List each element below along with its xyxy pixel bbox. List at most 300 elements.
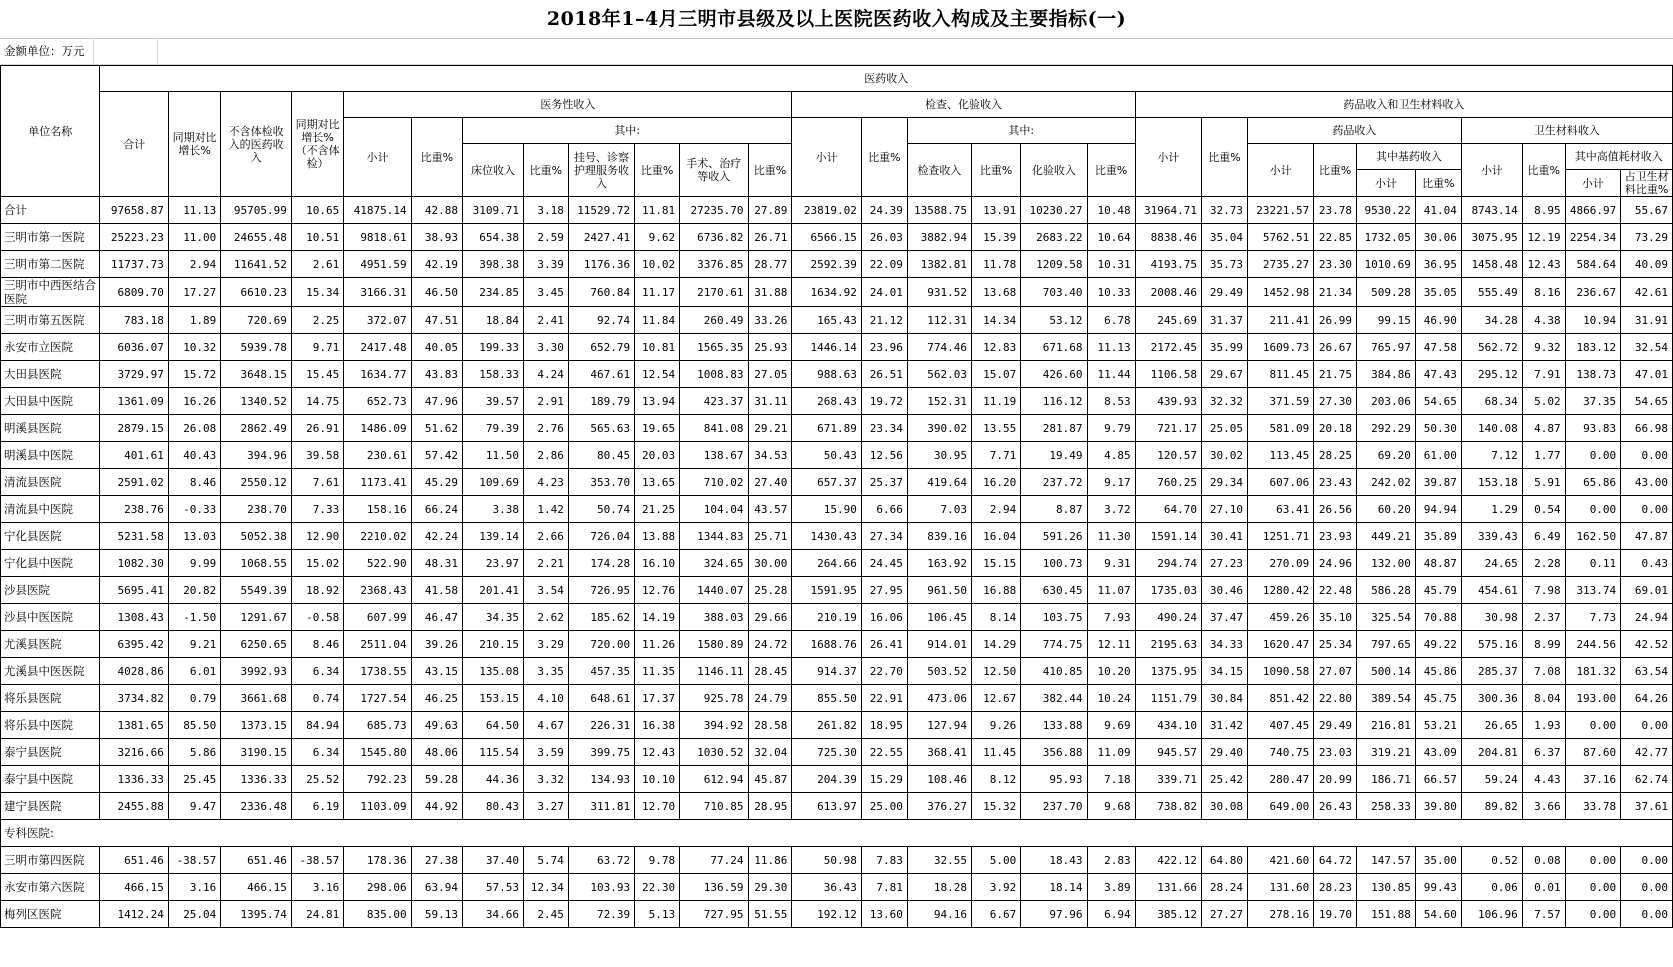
value-cell: 3109.71 [463,197,524,224]
value-cell: 8.46 [168,469,220,496]
value-cell: 46.25 [411,685,462,712]
value-cell: 407.45 [1247,712,1313,739]
value-cell: 134.93 [568,766,634,793]
value-cell: 562.03 [907,361,971,388]
value-cell: 5231.58 [100,523,168,550]
value-cell: 1620.47 [1247,631,1313,658]
table-row [1,307,1673,334]
drug-share-header: 比重% [1201,118,1247,197]
value-cell: 7.61 [291,469,343,496]
value-cell: 10.20 [1087,658,1135,685]
value-cell: 27.40 [748,469,792,496]
value-cell: 6566.15 [792,224,862,251]
grid-line [157,38,158,65]
value-cell: 15.72 [168,361,220,388]
value-cell: 40.43 [168,442,220,469]
value-cell: 21.75 [1314,361,1357,388]
value-cell: 565.63 [568,415,634,442]
value-cell: 99.43 [1415,874,1461,901]
value-cell: 15.29 [861,766,907,793]
value-cell: 39.57 [463,388,524,415]
high-value-header: 其中高值耗材收入 [1565,144,1672,170]
value-cell: 0.74 [291,685,343,712]
value-cell: 53.21 [1415,712,1461,739]
value-cell: 1395.74 [221,901,292,928]
value-cell: 0.00 [1565,712,1621,739]
value-cell: 89.82 [1461,793,1522,820]
value-cell: 394.96 [221,442,292,469]
value-cell: 21.12 [861,307,907,334]
value-cell: 12.11 [1087,631,1135,658]
value-cell: 280.47 [1247,766,1313,793]
value-cell: 210.15 [463,631,524,658]
value-cell: 25.42 [1201,766,1247,793]
value-cell: 28.24 [1201,874,1247,901]
value-cell: 12.54 [635,361,680,388]
value-cell: 35.10 [1314,604,1357,631]
unit-label: 金额单位：万元 [4,44,85,58]
value-cell: 20.82 [168,577,220,604]
value-cell: 22.55 [861,739,907,766]
value-cell: 2.28 [1522,550,1565,577]
value-cell: 127.94 [907,712,971,739]
value-cell: 2735.27 [1247,251,1313,278]
value-cell: 725.30 [792,739,862,766]
value-cell: 652.73 [344,388,411,415]
value-cell: 20.18 [1314,415,1357,442]
value-cell: 7.12 [1461,442,1522,469]
value-cell: 851.42 [1247,685,1313,712]
unit-name-cell: 合计 [1,197,100,224]
value-cell: 15.39 [972,224,1021,251]
value-cell: 32.32 [1201,388,1247,415]
value-cell: 1738.55 [344,658,411,685]
value-cell: 28.95 [748,793,792,820]
value-cell: 25223.23 [100,224,168,251]
value-cell: 388.03 [680,604,748,631]
value-cell: 376.27 [907,793,971,820]
value-cell: 0.00 [1621,874,1673,901]
value-cell: 18.28 [907,874,971,901]
material-share-header: 比重% [1522,144,1565,197]
value-cell: 6.49 [1522,523,1565,550]
table-row [1,658,1673,685]
value-cell: 13.88 [635,523,680,550]
value-cell: 12.83 [972,334,1021,361]
service-of-which-header: 其中: [463,118,792,144]
value-cell: 4866.97 [1565,197,1621,224]
value-cell: 2.83 [1087,847,1135,874]
value-cell: 1251.71 [1247,523,1313,550]
value-cell: 21.25 [635,496,680,523]
value-cell: 19.65 [635,415,680,442]
value-cell: 1412.24 [100,901,168,928]
section-row [1,820,1673,847]
value-cell: 47.58 [1415,334,1461,361]
value-cell: 703.40 [1021,278,1087,307]
value-cell: 94.16 [907,901,971,928]
value-cell: 9.31 [1087,550,1135,577]
value-cell: 153.15 [463,685,524,712]
value-cell: 13.65 [635,469,680,496]
value-cell: 32.55 [907,847,971,874]
value-cell: 9.21 [168,631,220,658]
value-cell: 25.93 [748,334,792,361]
value-cell: 612.94 [680,766,748,793]
value-cell: 5.74 [523,847,568,874]
value-cell: 925.78 [680,685,748,712]
value-cell: 201.41 [463,577,524,604]
value-cell: 648.61 [568,685,634,712]
value-cell: 26.99 [1314,307,1357,334]
table-row [1,604,1673,631]
value-cell: 260.49 [680,307,748,334]
surgery-share-header: 比重% [748,144,792,197]
value-cell: 10.94 [1565,307,1621,334]
value-cell: 226.31 [568,712,634,739]
value-cell: 6036.07 [100,334,168,361]
value-cell: 1090.58 [1247,658,1313,685]
value-cell: 25.52 [291,766,343,793]
exam-share-header: 比重% [861,118,907,197]
value-cell: 1634.92 [792,278,862,307]
value-cell: 7.93 [1087,604,1135,631]
value-cell: 8838.46 [1135,224,1201,251]
value-cell: 13.94 [635,388,680,415]
value-cell: 3376.85 [680,251,748,278]
value-cell: 0.00 [1565,442,1621,469]
value-cell: 5.02 [1522,388,1565,415]
material-subtotal-header: 小计 [1461,144,1522,197]
value-cell: 26.43 [1314,793,1357,820]
value-cell: 7.57 [1522,901,1565,928]
unit-name-cell: 三明市中西医结合医院 [1,278,100,307]
value-cell: 509.28 [1357,278,1416,307]
value-cell: 8.16 [1522,278,1565,307]
value-cell: 34.15 [1201,658,1247,685]
value-cell: 555.49 [1461,278,1522,307]
value-cell: 77.24 [680,847,748,874]
value-cell: 11.84 [635,307,680,334]
value-cell: 9.79 [1087,415,1135,442]
value-cell: 18.43 [1021,847,1087,874]
value-cell: 24655.48 [221,224,292,251]
value-cell: 522.90 [344,550,411,577]
value-cell: 26.03 [861,224,907,251]
value-cell: 44.36 [463,766,524,793]
value-cell: 9.32 [1522,334,1565,361]
value-cell: 20.99 [1314,766,1357,793]
value-cell: 6.67 [972,901,1021,928]
value-cell: 11.00 [168,224,220,251]
exam-subtotal-header: 小计 [792,118,862,197]
value-cell: 238.76 [100,496,168,523]
value-cell: 368.41 [907,739,971,766]
value-cell: 95.93 [1021,766,1087,793]
value-cell: 339.71 [1135,766,1201,793]
value-cell: 268.43 [792,388,862,415]
value-cell: 11.13 [1087,334,1135,361]
value-cell: 4.24 [523,361,568,388]
value-cell: 10.81 [635,334,680,361]
value-cell: 26.91 [291,415,343,442]
value-cell: 10.48 [1087,197,1135,224]
unit-name-cell: 将乐县中医院 [1,712,100,739]
lab-col-header: 化验收入 [1021,144,1087,197]
value-cell: 34.66 [463,901,524,928]
value-cell: 1209.58 [1021,251,1087,278]
value-cell: 31.88 [748,278,792,307]
drug-subtotal-header: 小计 [1135,118,1201,197]
value-cell: 401.61 [100,442,168,469]
value-cell: 1688.76 [792,631,862,658]
value-cell: 10.65 [291,197,343,224]
value-cell: 39.26 [411,631,462,658]
bed-share-header: 比重% [523,144,568,197]
value-cell: 43.09 [1415,739,1461,766]
value-cell: 33.78 [1565,793,1621,820]
value-cell: 242.02 [1357,469,1416,496]
value-cell: 69.01 [1621,577,1673,604]
value-cell: 37.16 [1565,766,1621,793]
table-row [1,224,1673,251]
value-cell: 1580.89 [680,631,748,658]
value-cell: 399.75 [568,739,634,766]
value-cell: 13.60 [861,901,907,928]
value-cell: 46.47 [411,604,462,631]
value-cell: 45.79 [1415,577,1461,604]
value-cell: 97.96 [1021,901,1087,928]
value-cell: 710.85 [680,793,748,820]
value-cell: 720.00 [568,631,634,658]
value-cell: 115.54 [463,739,524,766]
value-cell: 3.45 [523,278,568,307]
special-rows [1,847,1673,928]
value-cell: 237.72 [1021,469,1087,496]
table-row [1,278,1673,307]
value-cell: 15.34 [291,278,343,307]
value-cell: 1030.52 [680,739,748,766]
value-cell: 2.94 [168,251,220,278]
value-cell: 4.43 [1522,766,1565,793]
value-cell: 6.34 [291,658,343,685]
value-cell: 0.00 [1621,712,1673,739]
value-cell: 3.29 [523,631,568,658]
value-cell: 35.00 [1415,847,1461,874]
value-cell: 147.57 [1357,847,1416,874]
value-cell: 38.93 [411,224,462,251]
value-cell: 1452.98 [1247,278,1313,307]
value-cell: 40.05 [411,334,462,361]
value-cell: 575.16 [1461,631,1522,658]
value-cell: 93.83 [1565,415,1621,442]
value-cell: 1382.81 [907,251,971,278]
value-cell: 0.00 [1621,496,1673,523]
value-cell: 27.27 [1201,901,1247,928]
value-cell: 11641.52 [221,251,292,278]
value-cell: 24.79 [748,685,792,712]
value-cell: 422.12 [1135,847,1201,874]
value-cell: 39.58 [291,442,343,469]
value-cell: 16.06 [861,604,907,631]
value-cell: 210.19 [792,604,862,631]
total-header: 合计 [100,92,168,197]
value-cell: 14.34 [972,307,1021,334]
value-cell: 0.08 [1522,847,1565,874]
value-cell: 371.59 [1247,388,1313,415]
value-cell: 27.30 [1314,388,1357,415]
value-cell: 1361.09 [100,388,168,415]
drug-material-header: 药品收入和卫生材料收入 [1135,92,1672,118]
value-cell: 30.84 [1201,685,1247,712]
value-cell: 14.75 [291,388,343,415]
value-cell: 13.91 [972,197,1021,224]
value-cell: 9.71 [291,334,343,361]
value-cell: 1565.35 [680,334,748,361]
value-cell: 7.73 [1565,604,1621,631]
value-cell: 16.88 [972,577,1021,604]
value-cell: 84.94 [291,712,343,739]
value-cell: 0.43 [1621,550,1673,577]
value-cell: 7.03 [907,496,971,523]
value-cell: 2550.12 [221,469,292,496]
value-cell: 87.60 [1565,739,1621,766]
value-cell: 230.61 [344,442,411,469]
unit-name-cell: 清流县中医院 [1,496,100,523]
value-cell: 389.54 [1357,685,1416,712]
value-cell: 0.00 [1621,901,1673,928]
value-cell: 1.42 [523,496,568,523]
value-cell: 797.65 [1357,631,1416,658]
value-cell: 24.96 [1314,550,1357,577]
value-cell: 8.12 [972,766,1021,793]
value-cell: 292.29 [1357,415,1416,442]
value-cell: 3729.97 [100,361,168,388]
value-cell: 410.85 [1021,658,1087,685]
value-cell: 17.27 [168,278,220,307]
top-rows [1,197,1673,820]
value-cell: 80.45 [568,442,634,469]
value-cell: 3882.94 [907,224,971,251]
value-cell: 4951.59 [344,251,411,278]
value-cell: 19.49 [1021,442,1087,469]
value-cell: 9.62 [635,224,680,251]
value-cell: 17.37 [635,685,680,712]
unit-name-cell: 将乐县医院 [1,685,100,712]
value-cell: 2.94 [972,496,1021,523]
value-cell: 43.00 [1621,469,1673,496]
value-cell: 2.41 [523,307,568,334]
value-cell: 11.13 [168,197,220,224]
value-cell: 64.70 [1135,496,1201,523]
value-cell: 46.50 [411,278,462,307]
value-cell: 1446.14 [792,334,862,361]
table-row [1,523,1673,550]
value-cell: 29.40 [1201,739,1247,766]
value-cell: 31.37 [1201,307,1247,334]
value-cell: 19.72 [861,388,907,415]
value-cell: 23.93 [1314,523,1357,550]
table-row [1,469,1673,496]
value-cell: 652.79 [568,334,634,361]
value-cell: 72.39 [568,901,634,928]
value-cell: 25.71 [748,523,792,550]
value-cell: 630.45 [1021,577,1087,604]
value-cell: 740.75 [1247,739,1313,766]
value-cell: 12.76 [635,577,680,604]
value-cell: 2.21 [523,550,568,577]
value-cell: 50.43 [792,442,862,469]
value-cell: 721.17 [1135,415,1201,442]
value-cell: 1486.09 [344,415,411,442]
value-cell: 2.76 [523,415,568,442]
value-cell: 13.03 [168,523,220,550]
medical-income-header: 医药收入 [100,66,1673,92]
value-cell: 500.14 [1357,658,1416,685]
value-cell: 4.85 [1087,442,1135,469]
value-cell: 914.37 [792,658,862,685]
value-cell: 295.12 [1461,361,1522,388]
value-cell: 4.10 [523,685,568,712]
value-cell: 0.00 [1565,874,1621,901]
header-row-1 [1,66,1673,92]
value-cell: 2417.48 [344,334,411,361]
value-cell: 1106.58 [1135,361,1201,388]
value-cell: 8.87 [1021,496,1087,523]
value-cell: 961.50 [907,577,971,604]
value-cell: 4193.75 [1135,251,1201,278]
bed-income-header: 床位收入 [463,144,524,197]
value-cell: 0.00 [1621,442,1673,469]
value-cell: 2.45 [523,901,568,928]
value-cell: 8.46 [291,631,343,658]
unit-name-cell: 建宁县医院 [1,793,100,820]
table-row [1,388,1673,415]
value-cell: 31.91 [1621,307,1673,334]
value-cell: 313.74 [1565,577,1621,604]
value-cell: -0.58 [291,604,343,631]
value-cell: 841.08 [680,415,748,442]
value-cell: 398.38 [463,251,524,278]
value-cell: 49.22 [1415,631,1461,658]
value-cell: 23.43 [1314,469,1357,496]
value-cell: 10.64 [1087,224,1135,251]
value-cell: 59.28 [411,766,462,793]
unit-name-cell: 三明市第五医院 [1,307,100,334]
value-cell: 311.81 [568,793,634,820]
value-cell: 5549.39 [221,577,292,604]
unit-name-header: 单位名称 [1,66,100,197]
value-cell: 6.66 [861,496,907,523]
value-cell: 0.06 [1461,874,1522,901]
value-cell: 28.58 [748,712,792,739]
value-cell: 22.70 [861,658,907,685]
value-cell: 2008.46 [1135,278,1201,307]
value-cell: 3.59 [523,739,568,766]
value-cell: 60.20 [1357,496,1416,523]
yoy-header: 同期对比增长% [168,92,220,197]
value-cell: 2.61 [291,251,343,278]
value-cell: 1381.65 [100,712,168,739]
value-cell: 1010.69 [1357,251,1416,278]
value-cell: 34.28 [1461,307,1522,334]
table-row [1,197,1673,224]
value-cell: 14.19 [635,604,680,631]
service-subtotal-header: 小计 [344,118,411,197]
value-cell: 774.75 [1021,631,1087,658]
value-cell: 54.65 [1621,388,1673,415]
table-row [1,901,1673,928]
